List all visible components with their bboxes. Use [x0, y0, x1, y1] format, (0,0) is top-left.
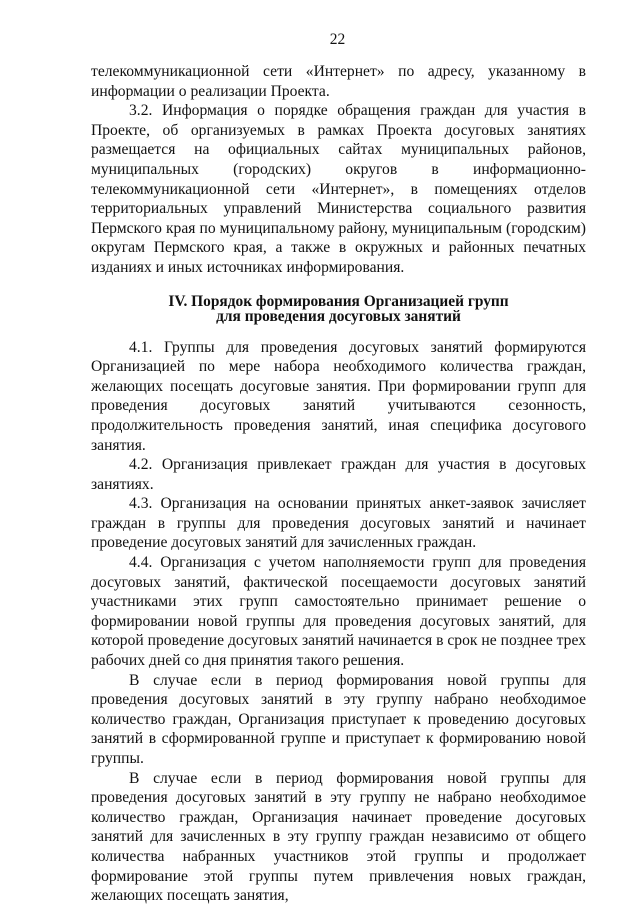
paragraph-3-2: 3.2. Информация о порядке обращения граждан для участия в Проекте, об организуемых в рамках Проекта досуговых занятиях размещается на официальных сайтах муниципальных районов, муниципальных (городских) округов в информационно-телекоммуникационной сети «Интернет», в помещениях отделов территориальных управлений Министерства социального развития Пермского края по муниципальному району, муниципальным (городским) округам Пермского края, а также в окружных и районных печатных изданиях и иных источниках информирования. [91, 102, 586, 276]
paragraph-4-3: 4.3. Организация на основании принятых анкет-заявок зачисляет граждан в группы для проведения досуговых занятий и начинает проведение досуговых занятий для зачисленных граждан. [91, 495, 586, 552]
paragraph-4-1: 4.1. Группы для проведения досуговых занятий формируются Организацией по мере набора необходимого количества граждан, желающих посещать досуговые занятия. При формировании групп для проведения досуговых занятий учитываются сезонность, продолжительность проведения занятий, иная специфика досугового занятия. [91, 338, 586, 454]
paragraph-case-enough: В случае если в период формирования новой группы для проведения досуговых занятий в эту группу набрано необходимое количество граждан, Организация приступает к проведению досуговых занятий в сформированной группе и приступает к формированию новой группы. [91, 671, 586, 767]
paragraph-4-4: 4.4. Организация с учетом наполняемости групп для проведения досуговых занятий, фактической посещаемости досуговых занятий участниками этих групп самостоятельно принимает решение о формировании новой группы для проведения досуговых занятий, для которой проведение досуговых занятий начинается в срок не позднее трех рабочих дней со дня принятия такого решения. [91, 554, 586, 670]
section-heading [91, 294, 586, 324]
section-heading-line-1: IV. Порядок формирования Организацией групп [168, 292, 509, 310]
document-page [91, 30, 586, 906]
paragraph-4-2: 4.2. Организация привлекает граждан для участия в досуговых занятиях. [91, 456, 586, 493]
paragraph-case-not-enough: В случае если в период формирования новой группы для проведения досуговых занятий в эту группу не набрано необходимое количество граждан, Организация начинает проведение досуговых занятий для зачисленных в эту группу граждан независимо от общего количества набранных участников этой группы и продолжает формирование этой группы путем привлечения новых граждан, желающих посещать занятия, [91, 769, 586, 905]
paragraph-continuation: телекоммуникационной сети «Интернет» по адресу, указанному в информации о реализации Проекта. [91, 63, 586, 100]
section-heading-line-2: для проведения досуговых занятий [216, 307, 461, 325]
page-number: 22 [329, 31, 346, 48]
